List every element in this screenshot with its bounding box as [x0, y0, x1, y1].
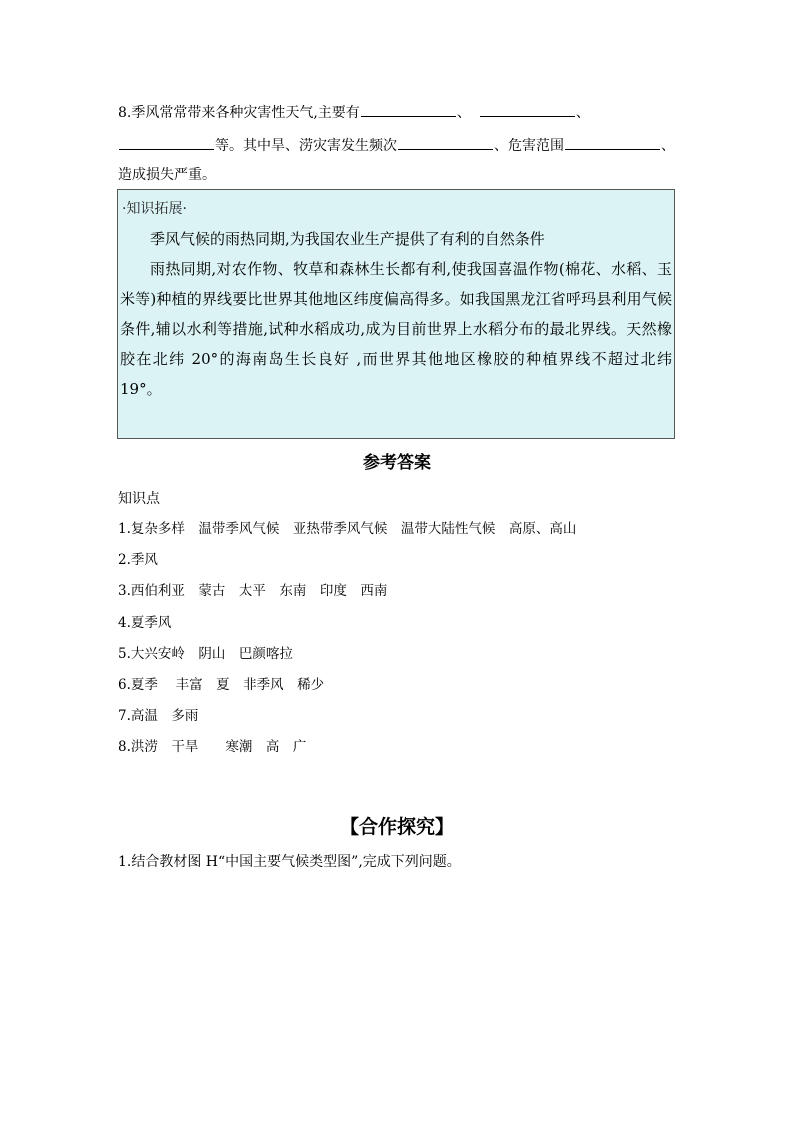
answer-item-7: 7.高温 多雨 — [118, 708, 199, 724]
separator: 、 — [456, 105, 471, 121]
knowledge-extension-box — [117, 189, 675, 439]
answer-item-4: 4.夏季风 — [118, 615, 172, 631]
question-8-text: 造成损失严重。 — [118, 167, 216, 183]
separator: 、 — [575, 105, 590, 121]
answer-blank-frequency[interactable] — [398, 135, 493, 150]
knowledge-paragraph-1: 季风气候的雨热同期,为我国农业生产提供了有利的自然条件 — [150, 230, 545, 248]
question-8-line-1 — [118, 102, 590, 123]
answer-blank-2[interactable] — [480, 102, 575, 117]
question-8-line-3 — [118, 165, 216, 185]
answer-item-6: 6.夏季 丰富 夏 非季风 稀少 — [118, 677, 325, 693]
answer-item-2: 2.季风 — [118, 552, 158, 568]
question-8-line-2 — [118, 135, 675, 156]
cooperation-question-1: 1.结合教材图 H“中国主要气候类型图”,完成下列问题。 — [118, 854, 461, 870]
question-8-text: 8.季风常常带来各种灾害性天气,主要有 — [118, 105, 360, 121]
answer-item-5: 5.大兴安岭 阴山 巴颜喀拉 — [118, 646, 293, 662]
answers-title: 参考答案 — [363, 453, 431, 473]
answer-blank-3[interactable] — [119, 135, 214, 150]
answer-item-8: 8.洪涝 干旱 寒潮 高 广 — [118, 739, 307, 755]
knowledge-extension-label: ·知识拓展· — [122, 201, 187, 217]
answer-blank-range[interactable] — [565, 135, 660, 150]
question-8-text: 、危害范围 — [494, 138, 564, 154]
answer-item-3: 3.西伯利亚 蒙古 太平 东南 印度 西南 — [118, 583, 388, 599]
knowledge-paragraph-2: 雨热同期,对农作物、牧草和森林生长都有利,使我国喜温作物(棉花、水稻、玉米等)种植的界线要比世界其他地区纬度偏高得多。如我国黑龙江省呼玛县利用气候条件,辅以水利等措施,试种水稻成功,成为目前世界上水稻分布的最北界线。天然橡胶在北纬 20°的海南岛生长良好 ,而世界其他地区橡胶的种植界线不超过北纬 19°。 — [120, 260, 672, 398]
question-8-text: 等。其中旱、涝灾害发生频次 — [215, 138, 397, 154]
answer-item-1: 1.复杂多样 温带季风气候 亚热带季风气候 温带大陆性气候 高原、高山 — [118, 521, 577, 537]
answers-subtitle: 知识点 — [118, 491, 160, 507]
answer-blank-1[interactable] — [361, 102, 456, 117]
cooperation-title: 【合作探究】 — [339, 816, 454, 838]
separator: 、 — [661, 138, 675, 154]
